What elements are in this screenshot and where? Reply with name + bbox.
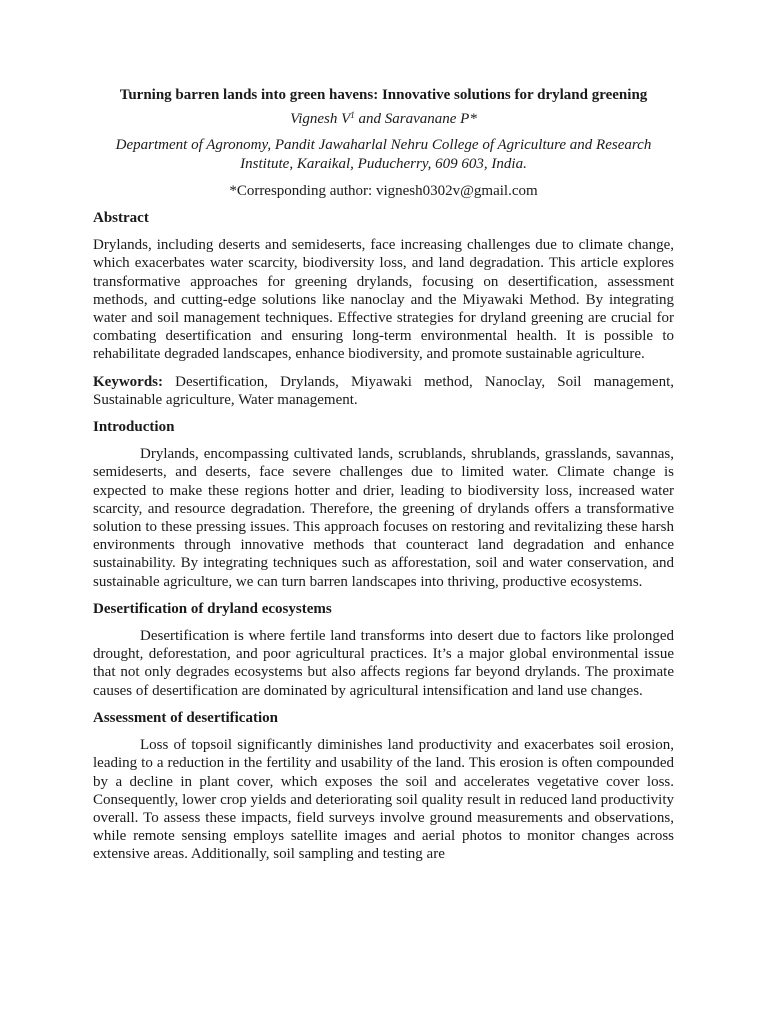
- author-1: Vignesh V: [290, 111, 351, 128]
- abstract-heading: Abstract: [93, 210, 149, 227]
- paper-title: Turning barren lands into green havens: Innovative solutions for dryland greening: [119, 87, 648, 103]
- author-rest: and Saravanane P*: [354, 111, 477, 128]
- abstract-text: Drylands, including deserts and semideserts, face increasing challenges due to climate change, which exacerbates water scarcity, biodiversity loss, and land degradation. This article explores transformative approaches for greening drylands, focusing on desertification, assessment methods, and cutting-edge solutions like nanoclay and the Miyawaki Method. By integrating water and soil management techniques. Effective strategies for dryland greening are crucial for combating desertification and ensuring long-term environmental health. It is possible to rehabilitate degraded landscapes, enhance biodiversity, and promote sustainable agriculture.: [93, 237, 674, 363]
- desertification-heading: Desertification of dryland ecosystems: [93, 600, 332, 617]
- desertification-text: Desertification is where fertile land transforms into desert due to factors like prolonged drought, deforestation, and poor agricultural practices. It’s a major global environmental issue that not only degrades ecosystems but also affects regions far beyond drylands. The proximate causes of desertification are dominated by agricultural intensification and land use changes.: [93, 628, 674, 699]
- assessment-heading: Assessment of desertification: [93, 709, 278, 726]
- assessment-text: Loss of topsoil significantly diminishes land productivity and exacerbates soil erosion, leading to a reduction in the fertility and usability of the land. This erosion is often compounded by a decline in plant cover, which exposes the soil and accelerates vegetative cover loss. Consequently, lower crop yields and deteriorating soil quality result in reduced land productivity overall. To assess these impacts, field surveys involve ground measurements and observations, while remote sensing employs satellite images and aerial photos to monitor changes across extensive areas. Additionally, soil sampling and testing are: [93, 737, 674, 863]
- keywords-label: Keywords:: [93, 373, 163, 390]
- affiliation: Department of Agronomy, Pandit Jawaharlal Nehru College of Agriculture and Research Institute, Karaikal, Puducherry, 609 603, India.: [115, 137, 652, 172]
- author-line: [93, 110, 674, 128]
- corresponding-author: *Corresponding author: vignesh0302v@gmail.com: [229, 182, 538, 199]
- keywords-text: Desertification, Drylands, Miyawaki method, Nanoclay, Soil management, Sustainable agriculture, Water management.: [93, 373, 674, 408]
- introduction-text: Drylands, encompassing cultivated lands, scrublands, shrublands, grasslands, savannas, semideserts, and deserts, face severe challenges due to limited water. Climate change is expected to make these regions hotter and drier, leading to biodiversity loss, increased water scarcity, and resource degradation. Therefore, the greening of drylands offers a transformative solution to these pressing issues. This approach focuses on restoring and revitalizing these harsh environments through innovative methods that counteract land degradation and enhance sustainability. By integrating techniques such as afforestation, soil and water conservation, and sustainable agriculture, we can turn barren landscapes into thriving, productive ecosystems.: [93, 446, 674, 590]
- author-1-affiliation-mark: 1: [350, 110, 355, 121]
- keywords: [93, 373, 674, 409]
- introduction-heading: Introduction: [93, 419, 175, 436]
